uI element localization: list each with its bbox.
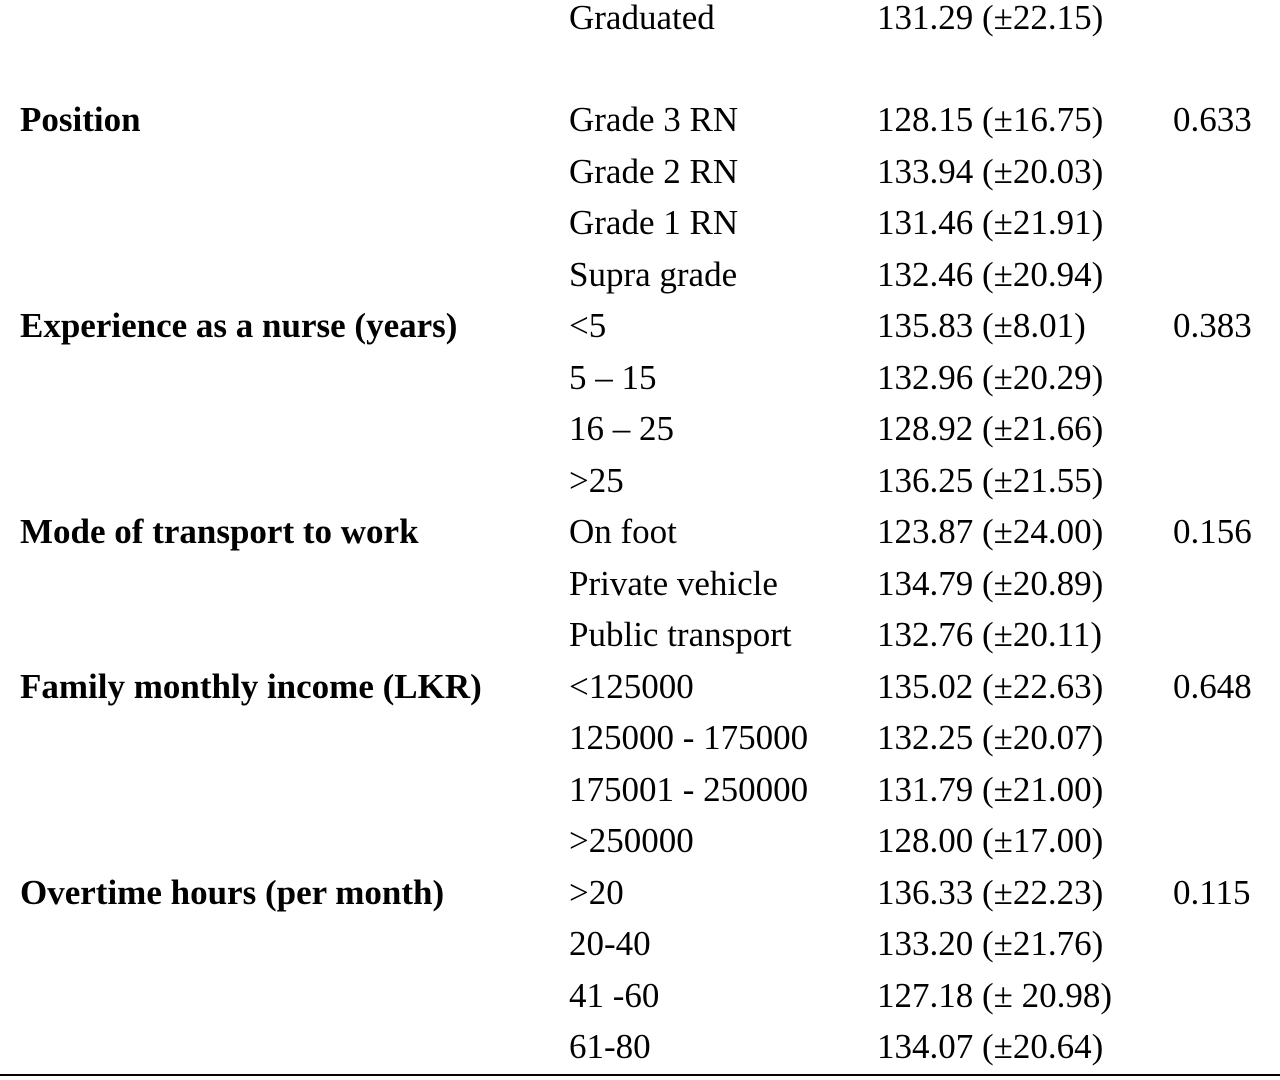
mean-cell: 128.00 (±17.00)	[877, 821, 1104, 860]
category-cell: Graduated	[569, 0, 715, 37]
mean-cell: 134.79 (±20.89)	[877, 564, 1104, 603]
category-cell: Grade 2 RN	[569, 152, 739, 191]
table-row	[0, 815, 1280, 866]
category-cell: Grade 3 RN	[569, 100, 739, 139]
mean-cell: 132.46 (±20.94)	[877, 255, 1104, 294]
p-value-cell: 0.648	[1173, 667, 1252, 706]
table-row	[0, 352, 1280, 403]
variable-cell: Experience as a nurse (years)	[20, 306, 458, 345]
p-value-cell: 0.633	[1173, 100, 1252, 139]
mean-cell: 134.07 (±20.64)	[877, 1027, 1104, 1066]
mean-cell: 127.18 (± 20.98)	[877, 976, 1113, 1015]
category-cell: >25	[569, 461, 624, 500]
table-row	[0, 661, 1280, 712]
category-cell: >250000	[569, 821, 694, 860]
table-row	[0, 455, 1280, 506]
category-cell: 5 – 15	[569, 358, 657, 397]
category-cell: Grade 1 RN	[569, 203, 739, 242]
category-cell: Supra grade	[569, 255, 738, 294]
mean-cell: 136.25 (±21.55)	[877, 461, 1104, 500]
table-row	[0, 506, 1280, 557]
table-row	[0, 1021, 1280, 1072]
table-row	[0, 403, 1280, 454]
mean-cell: 131.29 (±22.15)	[877, 0, 1104, 37]
table-row	[0, 94, 1280, 145]
table-row	[0, 764, 1280, 815]
mean-cell: 133.20 (±21.76)	[877, 924, 1104, 963]
category-cell: 125000 - 175000	[569, 718, 809, 757]
variable-cell: Mode of transport to work	[20, 512, 419, 551]
category-cell: 175001 - 250000	[569, 770, 809, 809]
variable-cell: Position	[20, 100, 141, 139]
category-cell: <125000	[569, 667, 694, 706]
mean-cell: 131.46 (±21.91)	[877, 203, 1104, 242]
table-row	[0, 249, 1280, 300]
category-cell: 61-80	[569, 1027, 651, 1066]
p-value-cell: 0.383	[1173, 306, 1252, 345]
category-cell: Private vehicle	[569, 564, 778, 603]
table-row	[0, 0, 1280, 43]
table-row	[0, 712, 1280, 763]
mean-cell: 135.83 (±8.01)	[877, 306, 1086, 345]
variable-cell: Family monthly income (LKR)	[20, 667, 482, 706]
p-value-cell: 0.115	[1173, 873, 1251, 912]
mean-cell: 132.25 (±20.07)	[877, 718, 1104, 757]
mean-cell: 132.96 (±20.29)	[877, 358, 1104, 397]
category-cell: 16 – 25	[569, 409, 674, 448]
table-row	[0, 558, 1280, 609]
table-row	[0, 609, 1280, 660]
table-row	[0, 197, 1280, 248]
mean-cell: 123.87 (±24.00)	[877, 512, 1104, 551]
mean-cell: 135.02 (±22.63)	[877, 667, 1104, 706]
table-row	[0, 867, 1280, 918]
category-cell: 20-40	[569, 924, 651, 963]
mean-cell: 132.76 (±20.11)	[877, 615, 1102, 654]
variable-cell: Overtime hours (per month)	[20, 873, 445, 912]
table-row	[0, 970, 1280, 1021]
mean-cell: 133.94 (±20.03)	[877, 152, 1104, 191]
mean-cell: 136.33 (±22.23)	[877, 873, 1104, 912]
category-cell: 41 -60	[569, 976, 660, 1015]
table-row	[0, 918, 1280, 969]
mean-cell: 131.79 (±21.00)	[877, 770, 1104, 809]
category-cell: Public transport	[569, 615, 792, 654]
p-value-cell: 0.156	[1173, 512, 1252, 551]
table-bottom-rule	[0, 1074, 1280, 1076]
mean-cell: 128.15 (±16.75)	[877, 100, 1104, 139]
table-row	[0, 146, 1280, 197]
category-cell: On foot	[569, 512, 677, 551]
table-row	[0, 300, 1280, 351]
mean-cell: 128.92 (±21.66)	[877, 409, 1104, 448]
category-cell: >20	[569, 873, 624, 912]
category-cell: <5	[569, 306, 607, 345]
